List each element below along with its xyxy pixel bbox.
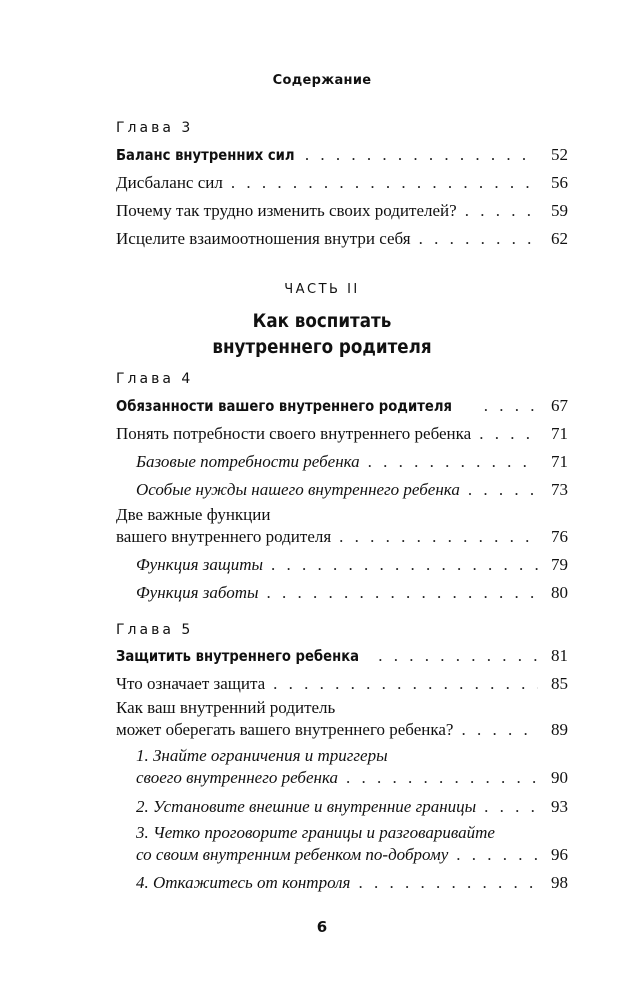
toc-entry-page: 90 [551,768,568,787]
toc-subentry[interactable] [136,582,568,604]
chapter-4-label: Глава 4 [116,371,194,387]
chapter-3-label: Глава 3 [116,120,194,136]
toc-entry-title: Обязанности вашего внутреннего родителя [116,397,452,415]
toc-entry-title: 4. Откажитесь от контроля [136,873,351,892]
toc-subentry[interactable] [136,796,568,818]
toc-entry-title: Исцелите взаимоотношения внутри себя [116,229,411,248]
toc-entry-title: Базовые потребности ребенка [136,452,360,471]
running-header: Содержание [272,73,372,88]
leader-dots [271,554,538,576]
toc-entry-title: Понять потребности своего внутреннего ребенка [116,424,472,443]
part-title-line: внутреннего родителя [212,336,432,358]
toc-entry[interactable] [116,228,568,250]
toc-entry-page: 81 [551,646,568,665]
toc-entry-page: 62 [551,229,568,248]
toc-entry-title-first-line: Как ваш внутренний родитель [116,698,336,717]
toc-entry-title: со своим внутренним ребенком по-доброму [136,845,449,864]
page-number: 6 [316,918,328,936]
toc-entry-page: 79 [551,555,568,574]
part-title [39,308,606,360]
toc-entry-title: Функция заботы [136,583,259,602]
toc-entry-title: Функция защиты [136,555,264,574]
chapter-5-label: Глава 5 [116,622,194,638]
leader-dots [368,451,538,473]
toc-entry-title: Особые нужды нашего внутреннего ребенка [136,480,460,499]
toc-entry-title-first-line: 1. Знайте ограничения и триггеры [136,746,388,765]
toc-entry[interactable] [116,172,568,194]
toc-entry-title: вашего внутреннего родителя [116,527,332,546]
toc-entry[interactable] [116,200,568,222]
leader-dots [479,423,538,445]
leader-dots [461,719,538,741]
toc-entry-title: своего внутреннего ребенка [136,768,338,787]
toc-entry-page: 89 [551,720,568,739]
toc-entry-title: Баланс внутренних сил [116,146,295,164]
leader-dots [465,200,538,222]
toc-entry-title-first-line: 3. Четко проговорите границы и разговаривайте [136,823,495,842]
toc-entry-page: 96 [551,845,568,864]
toc-entry-title: Почему так трудно изменить своих родителей? [116,201,457,220]
toc-entry[interactable] [116,526,568,548]
toc-entry[interactable] [116,395,568,417]
toc-entry-page: 52 [551,145,568,164]
toc-entry-title: Дисбаланс сил [116,173,223,192]
part-title-line: Как воспитать [252,310,392,332]
toc-entry-page: 56 [551,173,568,192]
leader-dots [273,673,538,695]
toc-entry-page: 76 [551,527,568,546]
toc-entry-page: 85 [551,674,568,693]
toc-entry[interactable] [116,645,568,667]
toc-entry-title: Защитить внутреннего ребенка [116,647,360,665]
toc-entry[interactable] [116,719,568,741]
toc-entry-page: 98 [551,873,568,892]
toc-subentry[interactable] [136,844,568,866]
leader-dots [484,395,538,417]
toc-entry-title: Что означает защита [116,674,266,693]
toc-entry-page: 73 [551,480,568,499]
toc-subentry[interactable] [136,554,568,576]
leader-dots [267,582,538,604]
toc-entry-title-first-line: Две важные функции [116,505,271,524]
toc-entry-title: может оберегать вашего внутреннего ребенка? [116,720,454,739]
leader-dots [339,526,538,548]
leader-dots [346,767,538,789]
toc-entry[interactable] [116,673,568,695]
toc-subentry[interactable] [136,872,568,894]
toc-entry[interactable] [116,144,568,166]
leader-dots [456,844,538,866]
toc-subentry[interactable] [136,451,568,473]
leader-dots [378,645,538,667]
toc-entry-page: 80 [551,583,568,602]
leader-dots [305,144,538,166]
leader-dots [358,872,538,894]
toc-entry-page: 71 [551,424,568,443]
leader-dots [468,479,538,501]
part-label: ЧАСТЬ II [284,282,360,297]
toc-subentry[interactable] [136,479,568,501]
toc-entry-page: 59 [551,201,568,220]
leader-dots [484,796,538,818]
toc-entry-title: 2. Установите внешние и внутренние границы [136,797,477,816]
leader-dots [231,172,538,194]
toc-subentry[interactable] [136,767,568,789]
toc-entry[interactable] [116,423,568,445]
toc-entry-page: 71 [551,452,568,471]
toc-entry-page: 93 [551,797,568,816]
leader-dots [419,228,538,250]
toc-entry-page: 67 [551,396,568,415]
